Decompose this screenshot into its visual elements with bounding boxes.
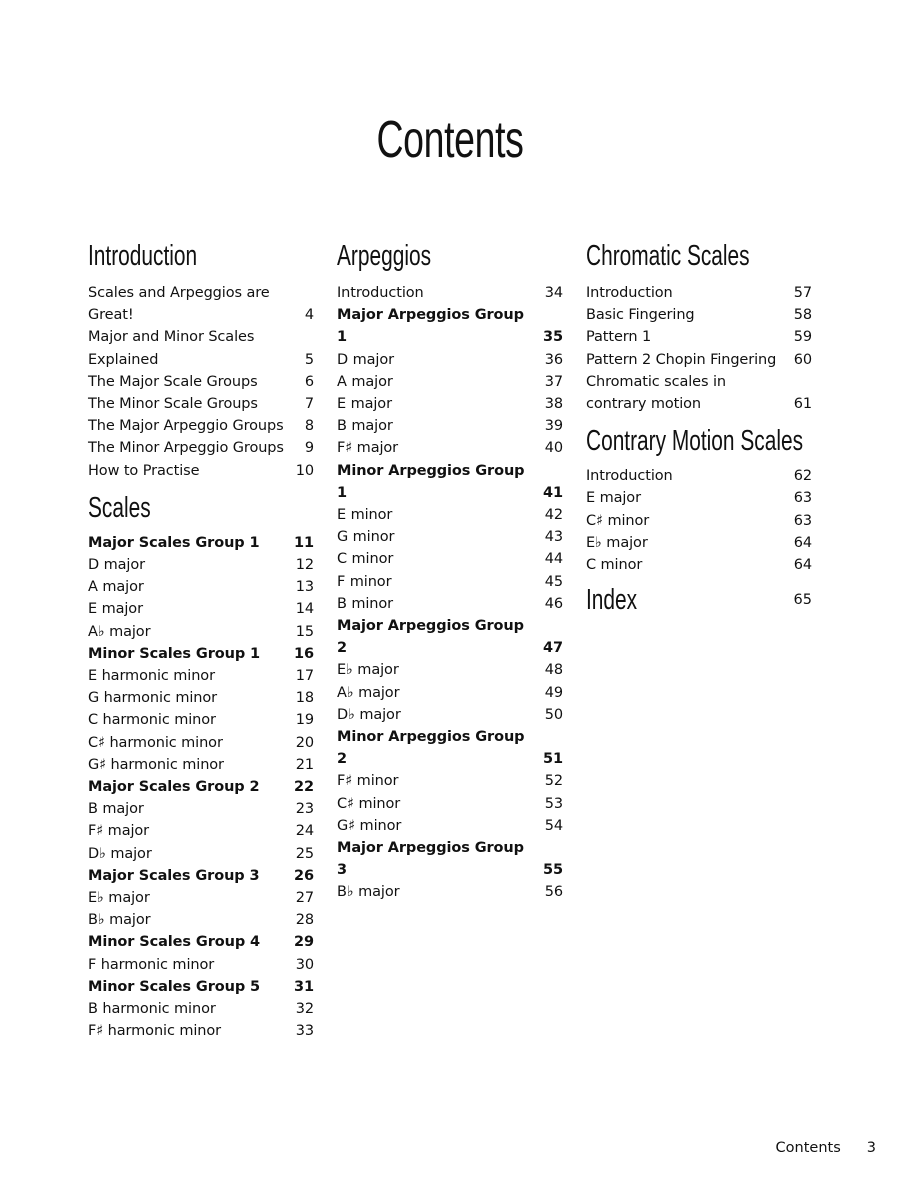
toc-group-entry[interactable]	[88, 532, 314, 554]
toc-entry-page-number: 64	[793, 534, 812, 551]
toc-entry-label: C minor	[337, 551, 394, 568]
toc-entry-label: Minor Scales Group 1	[88, 645, 261, 662]
toc-entry-label: E harmonic minor	[88, 668, 215, 685]
toc-entry[interactable]	[586, 304, 812, 326]
toc-entry-page-number: 14	[295, 601, 314, 618]
toc-entry[interactable]	[337, 571, 563, 593]
footer-label: Contents	[775, 1140, 841, 1156]
toc-entry[interactable]	[88, 621, 314, 643]
toc-entry-page-number: 27	[295, 890, 314, 907]
toc-entry[interactable]	[88, 598, 314, 620]
toc-entry-page-number: 11	[294, 534, 314, 551]
toc-entry-page-number: 36	[544, 351, 563, 368]
toc-entry-page-number: 50	[544, 706, 563, 723]
toc-entry[interactable]	[88, 1020, 314, 1042]
toc-entry[interactable]	[88, 843, 314, 865]
toc-entry-label: F harmonic minor	[88, 956, 215, 973]
toc-entry-page-number: 7	[304, 396, 314, 413]
toc-entry-label: The Major Arpeggio Groups	[88, 418, 284, 435]
toc-group-entry[interactable]	[337, 726, 563, 770]
toc-entry-page-number: 15	[295, 623, 314, 640]
toc-entry-page-number: 46	[544, 595, 563, 612]
toc-entry[interactable]	[88, 909, 314, 931]
toc-entry-page-number: 30	[295, 956, 314, 973]
toc-entry-page-number: 33	[295, 1023, 314, 1040]
toc-entry[interactable]	[88, 393, 314, 415]
section-heading-arpeggios: Arpeggios	[337, 240, 432, 272]
toc-entry-page-number: 9	[304, 440, 314, 457]
page-title: Contents	[376, 111, 524, 169]
toc-entry-label: Introduction	[586, 285, 673, 301]
section-chromatic-scales-list	[586, 282, 812, 415]
toc-entry[interactable]	[88, 415, 314, 437]
toc-entry-page-number: 56	[544, 884, 563, 901]
toc-entry-label: G♯ minor	[337, 817, 402, 834]
toc-entry-page-number: 29	[294, 934, 314, 951]
toc-group-entry[interactable]	[337, 304, 563, 348]
toc-entry-label: C♯ minor	[337, 795, 401, 812]
toc-entry[interactable]	[337, 371, 563, 393]
toc-entry-label: Major Arpeggios Group 2	[337, 618, 524, 657]
toc-entry[interactable]	[586, 282, 812, 304]
toc-entry-label: Introduction	[586, 468, 673, 485]
toc-entry[interactable]	[88, 576, 314, 598]
toc-entry-label: A major	[337, 373, 393, 390]
toc-entry-page-number: 58	[793, 307, 812, 324]
toc-entry[interactable]	[88, 437, 314, 459]
toc-entry[interactable]	[88, 732, 314, 754]
toc-entry-page-number: 32	[295, 1001, 314, 1018]
toc-entry-page-number: 43	[544, 529, 563, 546]
toc-entry-label: C minor	[586, 557, 643, 574]
toc-entry-label: B major	[88, 801, 144, 818]
toc-entry-label: How to Practise	[88, 462, 200, 479]
toc-entry-page-number: 4	[304, 307, 314, 324]
toc-entry-page-number: 53	[544, 795, 563, 812]
toc-entry[interactable]	[88, 665, 314, 687]
toc-entry-page-number: 41	[543, 484, 563, 501]
toc-entry[interactable]	[337, 881, 563, 903]
toc-group-entry[interactable]	[337, 615, 563, 659]
toc-entry[interactable]	[337, 504, 563, 526]
toc-entry-page-number: 42	[544, 507, 563, 524]
toc-entry-label: Scales and Arpeggios are Great!	[88, 285, 270, 324]
toc-entry-page-number: 54	[544, 817, 563, 834]
toc-entry-label: E major	[337, 396, 392, 413]
toc-group-entry[interactable]	[88, 643, 314, 665]
toc-entry-page-number: 37	[544, 373, 563, 390]
toc-entry-label: Pattern 1	[586, 329, 652, 346]
toc-entry-page-number: 63	[793, 490, 812, 507]
toc-entry-page-number: 18	[295, 690, 314, 707]
toc-entry-label: F♯ major	[337, 440, 399, 457]
toc-entry[interactable]	[88, 798, 314, 820]
page-footer	[776, 1138, 876, 1158]
toc-entry[interactable]	[337, 393, 563, 415]
toc-entry[interactable]	[337, 437, 563, 459]
section-heading-chromatic-scales: Chromatic Scales	[586, 240, 750, 272]
toc-entry[interactable]	[88, 282, 314, 326]
toc-entry[interactable]	[337, 548, 563, 570]
toc-entry[interactable]	[88, 998, 314, 1020]
toc-entry-page-number: 22	[294, 779, 314, 796]
toc-entry-label: Minor Scales Group 5	[88, 978, 261, 995]
toc-column-2	[337, 236, 563, 904]
toc-entry-page-number: 13	[295, 579, 314, 596]
toc-entry-page-number: 48	[544, 662, 563, 679]
section-heading-index: Index	[586, 584, 638, 617]
toc-entry[interactable]	[337, 415, 563, 437]
toc-entry-page-number: 16	[294, 645, 314, 662]
toc-entry[interactable]	[586, 371, 812, 415]
toc-entry-label: D♭ major	[337, 706, 401, 723]
toc-entry-page-number: 6	[304, 373, 314, 390]
toc-entry-page-number: 20	[295, 734, 314, 751]
toc-entry-label: Major and Minor Scales Explained	[88, 329, 255, 368]
toc-entry[interactable]	[337, 793, 563, 815]
toc-entry-label: E♭ major	[88, 890, 150, 907]
toc-entry-page-number: 38	[544, 396, 563, 413]
toc-entry-page-number: 60	[793, 351, 812, 368]
toc-group-entry[interactable]	[88, 976, 314, 998]
toc-entry-label: Introduction	[337, 285, 424, 301]
toc-entry-page-number: 49	[544, 684, 563, 701]
toc-entry[interactable]	[88, 709, 314, 731]
toc-group-entry[interactable]	[88, 865, 314, 887]
toc-entry-page-number: 34	[544, 285, 563, 301]
toc-group-entry[interactable]	[337, 460, 563, 504]
toc-entry-page-number: 26	[294, 867, 314, 884]
toc-entry-label: Major Scales Group 3	[88, 867, 260, 884]
toc-entry-page-number: 19	[295, 712, 314, 729]
section-scales-list	[88, 532, 314, 1043]
toc-entry[interactable]	[88, 954, 314, 976]
toc-group-entry[interactable]	[88, 931, 314, 953]
toc-entry[interactable]	[88, 754, 314, 776]
toc-entry-label: Minor Arpeggios Group 1	[337, 462, 525, 501]
toc-column-3	[586, 236, 812, 620]
toc-entry-label: F♯ harmonic minor	[88, 1023, 222, 1040]
toc-entry[interactable]	[586, 465, 812, 487]
toc-entry-label: A♭ major	[337, 684, 400, 701]
toc-entry[interactable]	[337, 682, 563, 704]
toc-entry[interactable]	[337, 593, 563, 615]
toc-entry-label: The Minor Arpeggio Groups	[88, 440, 284, 457]
toc-entry-label: A major	[88, 579, 144, 596]
toc-entry-page-number: 35	[543, 329, 563, 346]
toc-entry[interactable]	[586, 349, 812, 371]
toc-entry-page-number: 44	[544, 551, 563, 568]
toc-entry-page-number: 24	[295, 823, 314, 840]
toc-entry-label: F♯ minor	[337, 773, 399, 790]
toc-entry[interactable]	[586, 532, 812, 554]
toc-entry-label: Major Scales Group 2	[88, 779, 260, 796]
toc-entry-label: Minor Scales Group 4	[88, 934, 261, 951]
toc-group-entry[interactable]	[88, 776, 314, 798]
toc-entry-page-number: 51	[543, 751, 563, 768]
toc-entry-label: C♯ minor	[586, 512, 650, 529]
toc-column-1	[88, 236, 314, 1043]
toc-entry-label: Major Scales Group 1	[88, 534, 260, 551]
toc-entry-label: C harmonic minor	[88, 712, 216, 729]
toc-entry[interactable]	[337, 349, 563, 371]
toc-entry[interactable]	[586, 326, 812, 348]
toc-entry[interactable]	[88, 326, 314, 370]
toc-entry-label: B harmonic minor	[88, 1001, 216, 1018]
toc-entry-page-number: 5	[304, 351, 314, 368]
toc-entry-label: E major	[586, 490, 641, 507]
toc-entry[interactable]	[586, 510, 812, 532]
toc-entry-label: D major	[88, 557, 145, 574]
toc-entry-label: E♭ major	[586, 534, 648, 551]
toc-entry-page-number: 52	[544, 773, 563, 790]
toc-entry-label: G harmonic minor	[88, 690, 217, 707]
toc-entry-page-number: 8	[304, 418, 314, 435]
toc-entry-label: C♯ harmonic minor	[88, 734, 223, 751]
toc-entry-label: B minor	[337, 595, 394, 612]
toc-entry-label: Basic Fingering	[586, 307, 695, 324]
toc-entry-label: Chromatic scales in contrary motion	[586, 373, 726, 413]
section-contrary-motion-scales-list	[586, 465, 812, 576]
toc-entry-label: B♭ major	[337, 884, 400, 901]
toc-entry-page-number: 62	[793, 468, 812, 485]
toc-entry-page-number: 59	[793, 329, 812, 346]
toc-entry-label: The Major Scale Groups	[88, 373, 258, 390]
toc-entry-label: Major Arpeggios Group 1	[337, 307, 524, 346]
toc-entry-page-number: 63	[793, 512, 812, 529]
toc-entry-page-number: 40	[544, 440, 563, 457]
toc-entry-label: Major Arpeggios Group 3	[337, 840, 524, 879]
toc-entry-page-number: 12	[295, 557, 314, 574]
toc-entry-page-number: 39	[544, 418, 563, 435]
toc-entry[interactable]	[337, 282, 563, 304]
toc-entry[interactable]	[88, 554, 314, 576]
toc-entry-page-number: 23	[295, 801, 314, 818]
toc-entry-page-number: 25	[295, 845, 314, 862]
toc-entry[interactable]	[88, 687, 314, 709]
toc-entry-page-number: 57	[793, 285, 812, 301]
section-arpeggios-list	[337, 282, 563, 904]
toc-group-entry[interactable]	[337, 837, 563, 881]
toc-entry[interactable]	[337, 659, 563, 681]
toc-entry-page-number: 47	[543, 640, 563, 657]
toc-entry-label: F♯ major	[88, 823, 150, 840]
toc-entry-label: G♯ harmonic minor	[88, 756, 224, 773]
toc-entry-label: E minor	[337, 507, 393, 524]
toc-entry-label: A♭ major	[88, 623, 151, 640]
toc-entry[interactable]	[337, 770, 563, 792]
toc-entry-label: D major	[337, 351, 394, 368]
toc-entry[interactable]	[88, 460, 314, 482]
toc-entry[interactable]	[88, 820, 314, 842]
toc-entry[interactable]	[337, 815, 563, 837]
toc-entry-label: Pattern 2 Chopin Fingering	[586, 351, 777, 368]
section-heading-contrary-motion-scales: Contrary Motion Scales	[586, 425, 804, 458]
toc-entry[interactable]	[586, 554, 812, 576]
toc-entry-page-number: 17	[295, 668, 314, 685]
toc-entry-page-number: 28	[295, 912, 314, 929]
toc-entry-page-number: 10	[295, 462, 314, 479]
toc-entry-page-number: 31	[294, 978, 314, 995]
toc-entry[interactable]	[337, 526, 563, 548]
toc-entry[interactable]	[88, 887, 314, 909]
toc-entry-label: B♭ major	[88, 912, 151, 929]
toc-entry-page-number: 55	[543, 862, 563, 879]
toc-entry-label: B major	[337, 418, 393, 435]
toc-entry-page-number: 64	[793, 557, 812, 574]
toc-entry-label: The Minor Scale Groups	[88, 396, 258, 413]
toc-entry-label: E major	[88, 601, 143, 618]
toc-entry[interactable]	[586, 487, 812, 509]
toc-entry-label: E♭ major	[337, 662, 399, 679]
toc-entry-page-number: 21	[295, 756, 314, 773]
toc-entry-label: G minor	[337, 529, 395, 546]
toc-entry-page-number: 61	[793, 396, 812, 413]
toc-entry-page-number: 45	[544, 573, 563, 590]
section-heading-scales: Scales	[88, 491, 151, 524]
section-heading-introduction: Introduction	[88, 240, 198, 272]
section-introduction-list	[88, 282, 314, 482]
footer-page-number: 3	[866, 1140, 876, 1156]
toc-entry-label: F minor	[337, 573, 392, 590]
index-page-number: 65	[793, 592, 812, 609]
toc-entry-label: D♭ major	[88, 845, 152, 862]
toc-entry[interactable]	[337, 704, 563, 726]
index-entry[interactable]	[586, 580, 812, 620]
toc-entry-label: Minor Arpeggios Group 2	[337, 729, 525, 768]
toc-entry[interactable]	[88, 371, 314, 393]
